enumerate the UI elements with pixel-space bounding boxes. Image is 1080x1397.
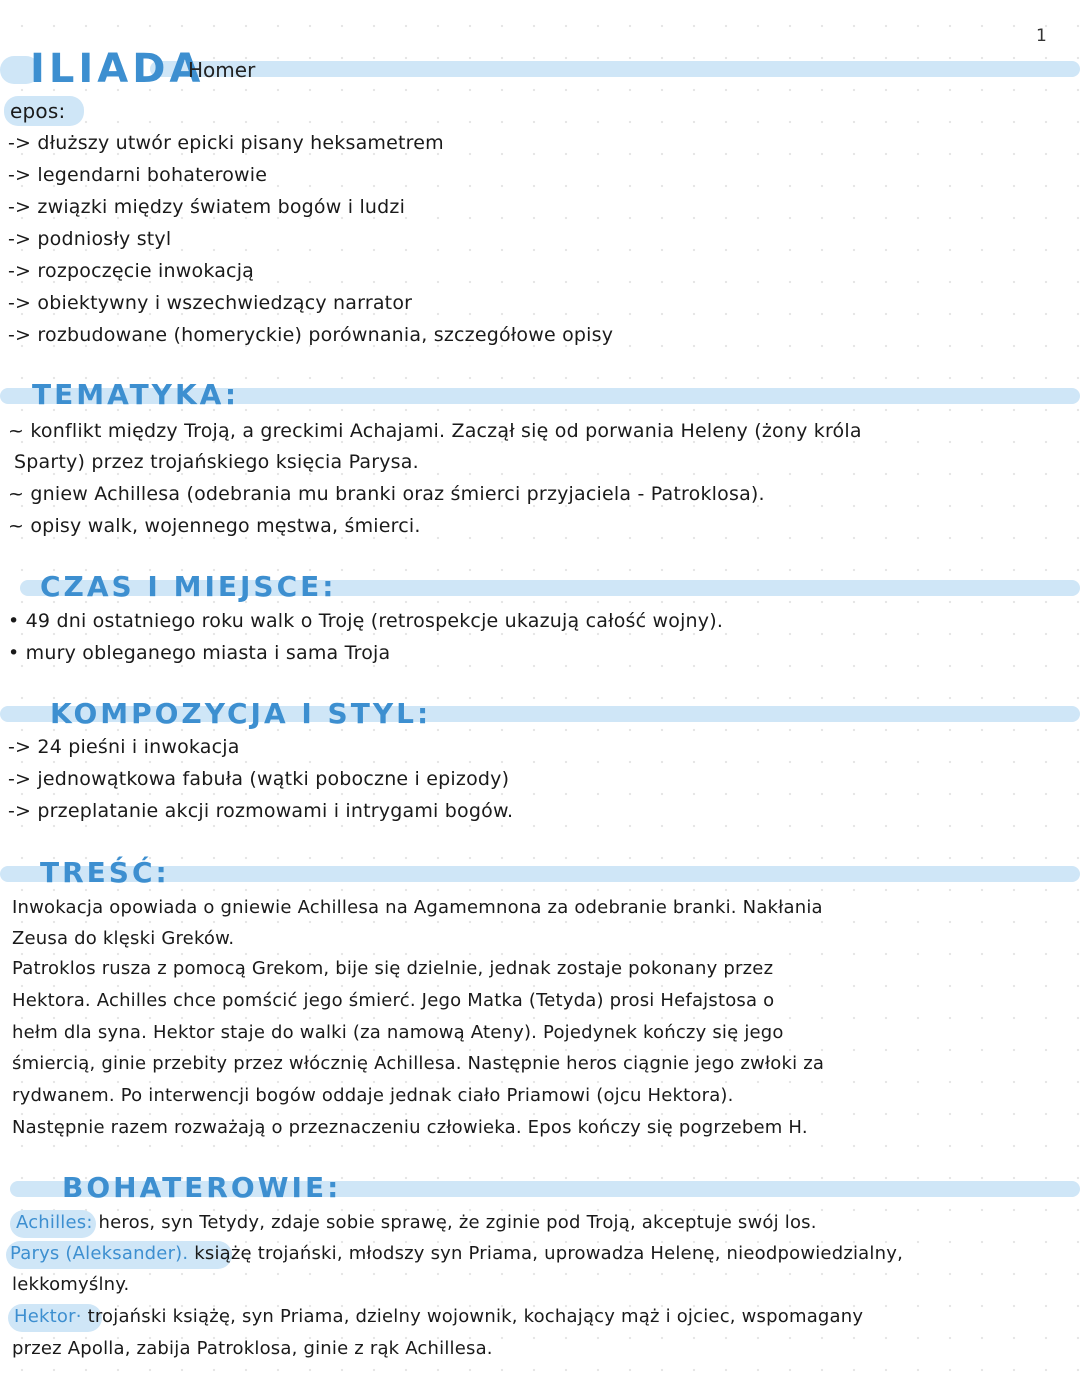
- tresc-line: Inwokacja opowiada o gniewie Achillesa na Agamemnona za odebranie branki. Nakłania: [12, 897, 823, 918]
- epos-item: -> rozpoczęcie inwokacją: [8, 260, 255, 282]
- section-heading-czas-miejsce: CZAS I MIEJSCE:: [40, 570, 337, 603]
- epos-item: -> rozbudowane (homeryckie) porównania, szczegółowe opisy: [8, 324, 614, 346]
- tresc-line: Następnie razem rozważają o przeznaczeniu człowieka. Epos kończy się pogrzebem H.: [12, 1117, 808, 1138]
- epos-item: -> podniosły styl: [8, 228, 172, 250]
- section-heading-bohaterowie: BOHATEROWIE:: [62, 1171, 342, 1204]
- epos-label: epos:: [10, 99, 66, 123]
- hero-entry-hektor: [14, 1306, 863, 1327]
- hero-name: Hektor·: [14, 1306, 82, 1327]
- hero-entry-achilles: [16, 1212, 817, 1233]
- tresc-line: Patroklos rusza z pomocą Grekom, bije się dzielnie, jednak zostaje pokonany przez: [12, 958, 774, 979]
- tresc-line: rydwanem. Po interwencji bogów oddaje jednak ciało Priamowi (ojcu Hektora).: [12, 1085, 734, 1106]
- tresc-line: Zeusa do klęski Greków.: [12, 928, 235, 949]
- tresc-line: hełm dla syna. Hektor staje do walki (za namową Ateny). Pojedynek kończy się jego: [12, 1022, 784, 1043]
- hero-description: heros, syn Tetydy, zdaje sobie sprawę, że zginie pod Troją, akceptuje swój los.: [98, 1212, 817, 1233]
- hero-description-continued: przez Apolla, zabija Patroklosa, ginie z rąk Achillesa.: [12, 1338, 493, 1359]
- epos-item: -> obiektywny i wszechwiedzący narrator: [8, 292, 413, 314]
- section-heading-tresc: TREŚĆ:: [40, 856, 170, 889]
- czas-item: • mury obleganego miasta i sama Troja: [8, 642, 391, 664]
- kompozycja-item: -> jednowątkowa fabuła (wątki poboczne i epizody): [8, 768, 510, 790]
- hero-entry-parys: [10, 1243, 903, 1264]
- epos-item: -> dłuższy utwór epicki pisany heksametrem: [8, 132, 444, 154]
- tematyka-line: ~ opisy walk, wojennego męstwa, śmierci.: [8, 515, 421, 537]
- page-number: 1: [1036, 26, 1047, 46]
- title-underline-bar: [150, 61, 1080, 77]
- kompozycja-item: -> 24 pieśni i inwokacja: [8, 736, 240, 758]
- tematyka-line: ~ konflikt między Troją, a greckimi Achajami. Zaczął się od porwania Heleny (żony króla: [8, 420, 862, 442]
- hero-description-continued: lekkomyślny.: [12, 1274, 130, 1295]
- kompozycja-item: -> przeplatanie akcji rozmowami i intrygami bogów.: [8, 800, 514, 822]
- hero-name: Achilles:: [16, 1212, 93, 1233]
- hero-description: trojański książę, syn Priama, dzielny wojownik, kochający mąż i ojciec, wspomagany: [87, 1306, 864, 1327]
- tematyka-line: Sparty) przez trojańskiego księcia Parysa.: [14, 451, 419, 473]
- page-title: ILIADA: [30, 46, 205, 92]
- hero-description: książę trojański, młodszy syn Priama, uprowadza Helenę, nieodpowiedzialny,: [194, 1243, 903, 1264]
- section-heading-kompozycja-styl: KOMPOZYCJA I STYL:: [50, 697, 432, 730]
- section-heading-tematyka: TEMATYKA:: [32, 378, 240, 411]
- tematyka-line: ~ gniew Achillesa (odebrania mu branki oraz śmierci przyjaciela - Patroklosa).: [8, 483, 765, 505]
- epos-item: -> legendarni bohaterowie: [8, 164, 268, 186]
- epos-item: -> związki między światem bogów i ludzi: [8, 196, 406, 218]
- czas-item: • 49 dni ostatniego roku walk o Troję (retrospekcje ukazują całość wojny).: [8, 610, 724, 632]
- tresc-line: śmiercią, ginie przebity przez włócznię Achillesa. Następnie heros ciągnie jego zwłoki za: [12, 1053, 825, 1074]
- author-name: Homer: [188, 58, 256, 82]
- hero-name: Parys (Aleksander).: [10, 1243, 189, 1264]
- tresc-line: Hektora. Achilles chce pomścić jego śmierć. Jego Matka (Tetyda) prosi Hefajstosa o: [12, 990, 775, 1011]
